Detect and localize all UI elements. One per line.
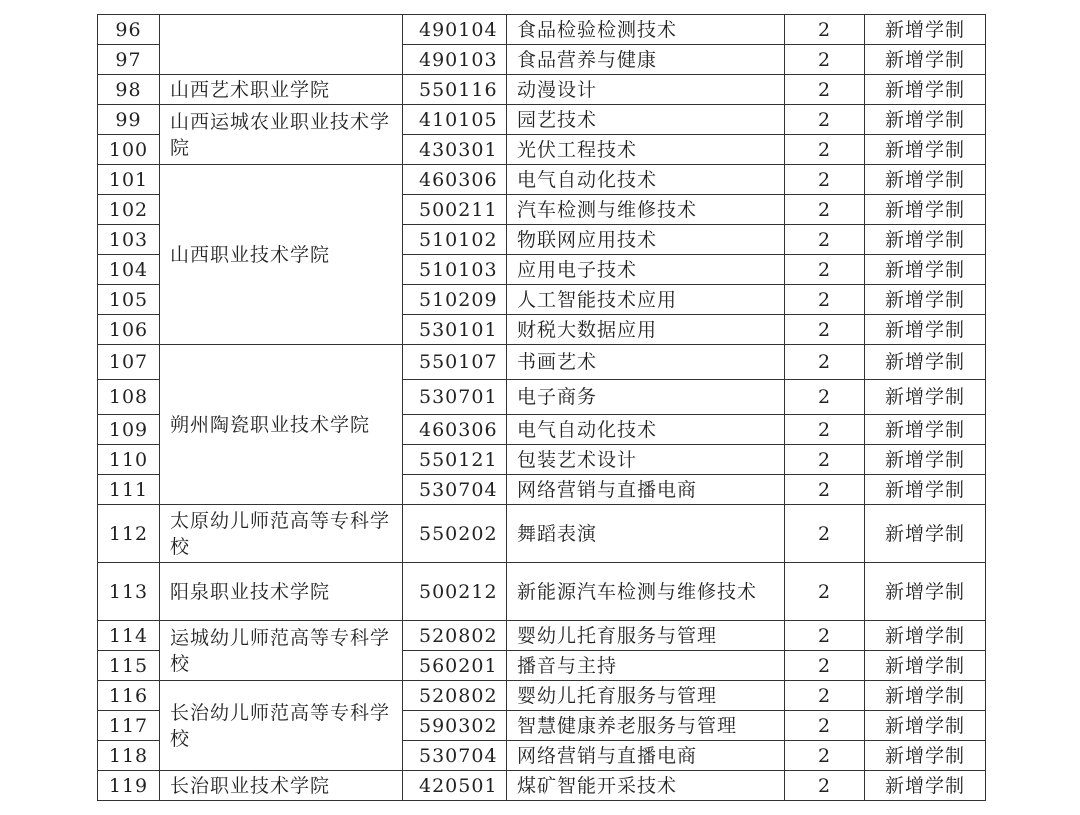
row-number: 109 [98, 415, 160, 445]
enrollment-type: 新增学制 [865, 225, 986, 255]
major-name: 电气自动化技术 [507, 415, 785, 445]
major-code: 530704 [403, 741, 507, 771]
major-code: 550121 [403, 445, 507, 475]
school-name: 长治职业技术学院 [160, 771, 403, 801]
duration: 2 [785, 105, 865, 135]
major-code: 550116 [403, 75, 507, 105]
major-name: 书画艺术 [507, 345, 785, 380]
enrollment-type: 新增学制 [865, 345, 986, 380]
enrollment-type: 新增学制 [865, 505, 986, 563]
major-name: 人工智能技术应用 [507, 285, 785, 315]
row-number: 116 [98, 681, 160, 711]
duration: 2 [785, 505, 865, 563]
row-number: 108 [98, 380, 160, 415]
duration: 2 [785, 415, 865, 445]
duration: 2 [785, 75, 865, 105]
duration: 2 [785, 651, 865, 681]
school-name: 太原幼儿师范高等专科学校 [160, 505, 403, 563]
major-code: 430301 [403, 135, 507, 165]
major-code: 550202 [403, 505, 507, 563]
major-code: 490104 [403, 15, 507, 45]
duration: 2 [785, 563, 865, 621]
major-name: 动漫设计 [507, 75, 785, 105]
duration: 2 [785, 380, 865, 415]
row-number: 105 [98, 285, 160, 315]
enrollment-type: 新增学制 [865, 771, 986, 801]
duration: 2 [785, 741, 865, 771]
major-name: 网络营销与直播电商 [507, 475, 785, 505]
major-code: 520802 [403, 681, 507, 711]
table-row [98, 105, 986, 135]
major-name: 食品营养与健康 [507, 45, 785, 75]
major-code: 490103 [403, 45, 507, 75]
school-name: 山西艺术职业学院 [160, 75, 403, 105]
major-name: 新能源汽车检测与维修技术 [507, 563, 785, 621]
row-number: 118 [98, 741, 160, 771]
row-number: 100 [98, 135, 160, 165]
row-number: 117 [98, 711, 160, 741]
admissions-table [97, 14, 986, 801]
duration: 2 [785, 165, 865, 195]
major-code: 530101 [403, 315, 507, 345]
major-code: 550107 [403, 345, 507, 380]
enrollment-type: 新增学制 [865, 15, 986, 45]
row-number: 104 [98, 255, 160, 285]
major-code: 530701 [403, 380, 507, 415]
table-row [98, 15, 986, 45]
enrollment-type: 新增学制 [865, 741, 986, 771]
enrollment-type: 新增学制 [865, 195, 986, 225]
major-name: 物联网应用技术 [507, 225, 785, 255]
enrollment-type: 新增学制 [865, 621, 986, 651]
duration: 2 [785, 711, 865, 741]
enrollment-type: 新增学制 [865, 445, 986, 475]
major-name: 播音与主持 [507, 651, 785, 681]
major-name: 婴幼儿托育服务与管理 [507, 621, 785, 651]
major-name: 智慧健康养老服务与管理 [507, 711, 785, 741]
table-row [98, 345, 986, 380]
major-code: 460306 [403, 415, 507, 445]
major-code: 510103 [403, 255, 507, 285]
school-name [160, 15, 403, 75]
row-number: 101 [98, 165, 160, 195]
enrollment-type: 新增学制 [865, 165, 986, 195]
major-name: 财税大数据应用 [507, 315, 785, 345]
duration: 2 [785, 345, 865, 380]
major-name: 电子商务 [507, 380, 785, 415]
major-name: 婴幼儿托育服务与管理 [507, 681, 785, 711]
duration: 2 [785, 285, 865, 315]
row-number: 112 [98, 505, 160, 563]
duration: 2 [785, 681, 865, 711]
enrollment-type: 新增学制 [865, 475, 986, 505]
school-name: 长治幼儿师范高等专科学校 [160, 681, 403, 771]
row-number: 106 [98, 315, 160, 345]
major-code: 590302 [403, 711, 507, 741]
row-number: 96 [98, 15, 160, 45]
enrollment-type: 新增学制 [865, 651, 986, 681]
enrollment-type: 新增学制 [865, 45, 986, 75]
row-number: 107 [98, 345, 160, 380]
school-name: 阳泉职业技术学院 [160, 563, 403, 621]
major-name: 电气自动化技术 [507, 165, 785, 195]
table-row [98, 621, 986, 651]
major-code: 500212 [403, 563, 507, 621]
major-name: 网络营销与直播电商 [507, 741, 785, 771]
major-code: 510102 [403, 225, 507, 255]
major-name: 园艺技术 [507, 105, 785, 135]
row-number: 119 [98, 771, 160, 801]
table-row [98, 165, 986, 195]
major-code: 500211 [403, 195, 507, 225]
major-name: 食品检验检测技术 [507, 15, 785, 45]
duration: 2 [785, 225, 865, 255]
major-name: 包装艺术设计 [507, 445, 785, 475]
school-name: 山西职业技术学院 [160, 165, 403, 345]
row-number: 111 [98, 475, 160, 505]
major-code: 410105 [403, 105, 507, 135]
enrollment-type: 新增学制 [865, 75, 986, 105]
row-number: 99 [98, 105, 160, 135]
major-name: 煤矿智能开采技术 [507, 771, 785, 801]
enrollment-type: 新增学制 [865, 711, 986, 741]
enrollment-type: 新增学制 [865, 135, 986, 165]
row-number: 110 [98, 445, 160, 475]
major-code: 510209 [403, 285, 507, 315]
duration: 2 [785, 315, 865, 345]
major-code: 420501 [403, 771, 507, 801]
row-number: 97 [98, 45, 160, 75]
duration: 2 [785, 45, 865, 75]
duration: 2 [785, 475, 865, 505]
duration: 2 [785, 195, 865, 225]
row-number: 103 [98, 225, 160, 255]
major-name: 舞蹈表演 [507, 505, 785, 563]
duration: 2 [785, 255, 865, 285]
enrollment-type: 新增学制 [865, 255, 986, 285]
row-number: 114 [98, 621, 160, 651]
table-row [98, 505, 986, 563]
major-code: 520802 [403, 621, 507, 651]
major-code: 460306 [403, 165, 507, 195]
major-code: 560201 [403, 651, 507, 681]
enrollment-type: 新增学制 [865, 315, 986, 345]
major-name: 应用电子技术 [507, 255, 785, 285]
table-row [98, 563, 986, 621]
row-number: 98 [98, 75, 160, 105]
school-name: 朔州陶瓷职业技术学院 [160, 345, 403, 505]
table-row [98, 681, 986, 711]
enrollment-type: 新增学制 [865, 681, 986, 711]
table-row [98, 75, 986, 105]
row-number: 113 [98, 563, 160, 621]
enrollment-type: 新增学制 [865, 380, 986, 415]
row-number: 102 [98, 195, 160, 225]
major-code: 530704 [403, 475, 507, 505]
enrollment-type: 新增学制 [865, 285, 986, 315]
duration: 2 [785, 621, 865, 651]
school-name: 山西运城农业职业技术学院 [160, 105, 403, 165]
duration: 2 [785, 771, 865, 801]
school-name: 运城幼儿师范高等专科学校 [160, 621, 403, 681]
row-number: 115 [98, 651, 160, 681]
major-name: 光伏工程技术 [507, 135, 785, 165]
duration: 2 [785, 15, 865, 45]
table-row [98, 771, 986, 801]
enrollment-type: 新增学制 [865, 415, 986, 445]
enrollment-type: 新增学制 [865, 563, 986, 621]
major-name: 汽车检测与维修技术 [507, 195, 785, 225]
duration: 2 [785, 135, 865, 165]
duration: 2 [785, 445, 865, 475]
enrollment-type: 新增学制 [865, 105, 986, 135]
